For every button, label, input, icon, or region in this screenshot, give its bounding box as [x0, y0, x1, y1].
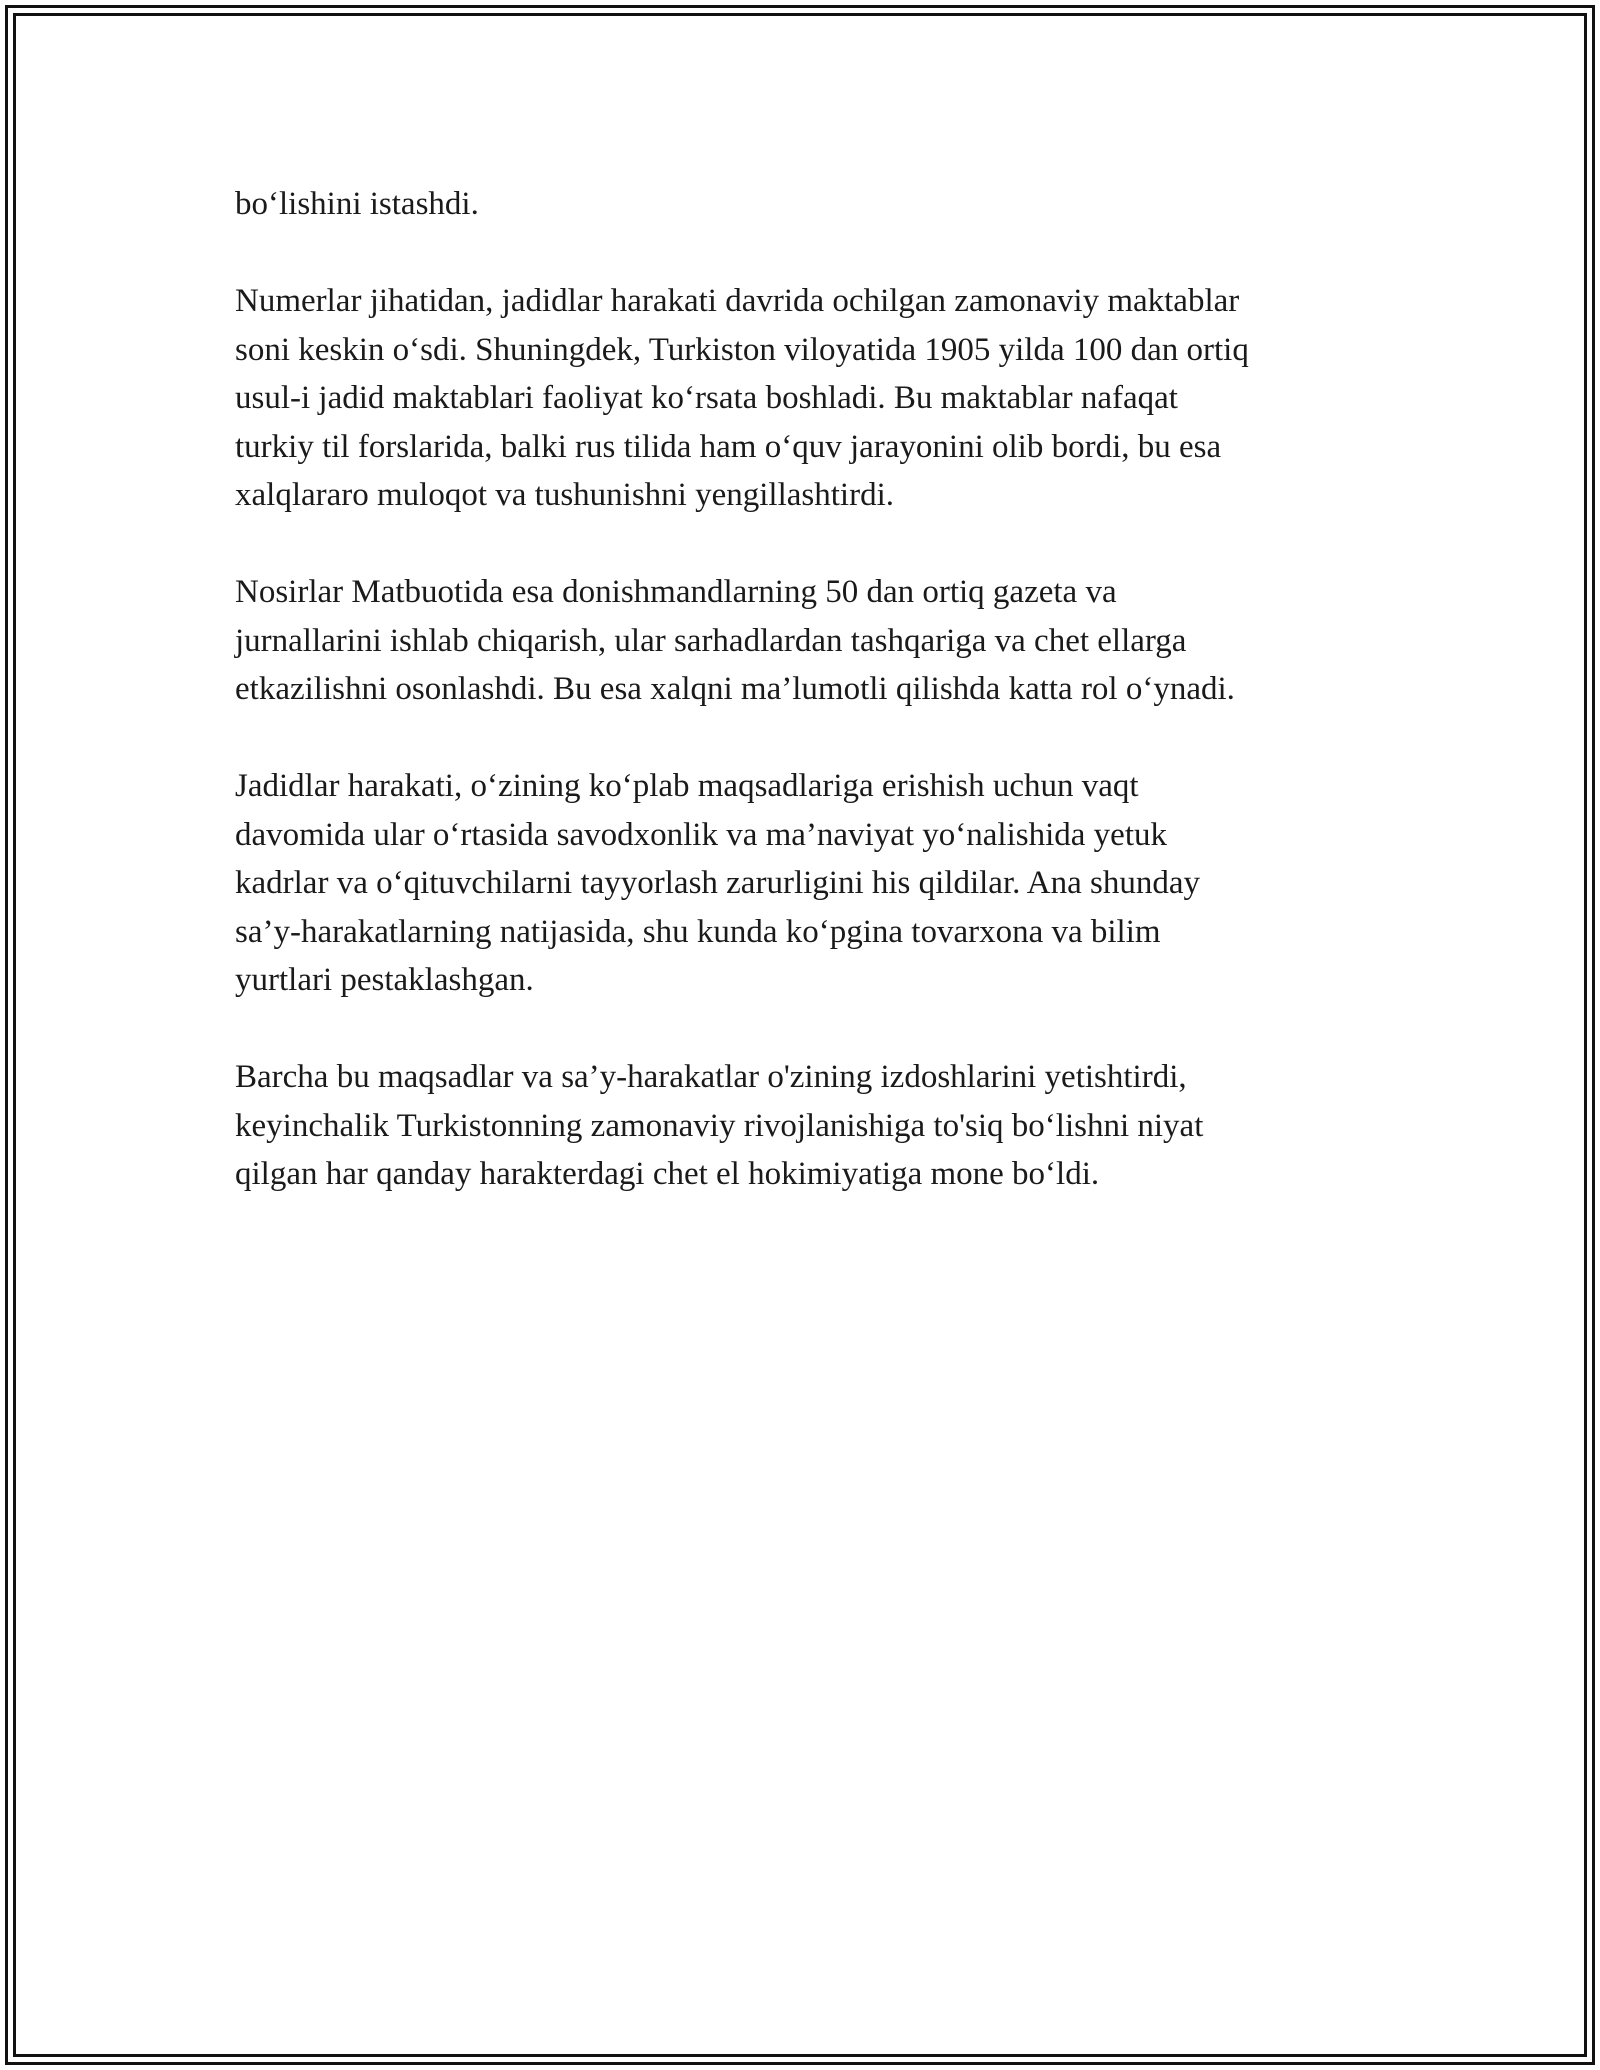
paragraph-1: bo‘lishini istashdi. [235, 186, 479, 222]
paragraph-3: Nosirlar Matbuotida esa donishmandlarning 50 dan ortiq gazeta va jurnallarini ishlab chiqarish, ular sarhadlardan tashqariga va chet ellarga etkazilishni osonlashdi. Bu esa xalqni ma’lumotli qilishda katta rol o‘ynadi. [235, 574, 1235, 707]
paragraph-2: Numerlar jihatidan, jadidlar harakati davrida ochilgan zamonaviy maktablar soni keskin o‘sdi. Shuningdek, Turkiston viloyatida 1905 yilda 100 dan ortiq usul-i jadid maktablari faoliyat ko‘rsata boshladi. Bu maktablar nafaqat turkiy til forslarida, balki rus tilida ham o‘quv jarayonini olib bordi, bu esa xalqlararo muloqot va tushunishni yengillashtirdi. [235, 283, 1249, 513]
paragraph-4: Jadidlar harakati, o‘zining ko‘plab maqsadlariga erishish uchun vaqt davomida ular o‘rtasida savodxonlik va ma’naviyat yo‘nalishida yetuk kadrlar va o‘qituvchilarni tayyorlash zarurligini his qildilar. Ana shunday sa’y-harakatlarning natijasida, shu kunda ko‘pgina tovarxona va bilim yurtlari pestaklashgan. [235, 768, 1201, 998]
paragraph-5: Barcha bu maqsadlar va sa’y-harakatlar o'zining izdoshlarini yetishtirdi, keyinchalik Turkistonning zamonaviy rivojlanishiga to'siq bo‘lishni niyat qilgan har qanday harakterdagi chet el hokimiyatiga mone bo‘ldi. [235, 1059, 1204, 1192]
document-body [235, 180, 1375, 1247]
